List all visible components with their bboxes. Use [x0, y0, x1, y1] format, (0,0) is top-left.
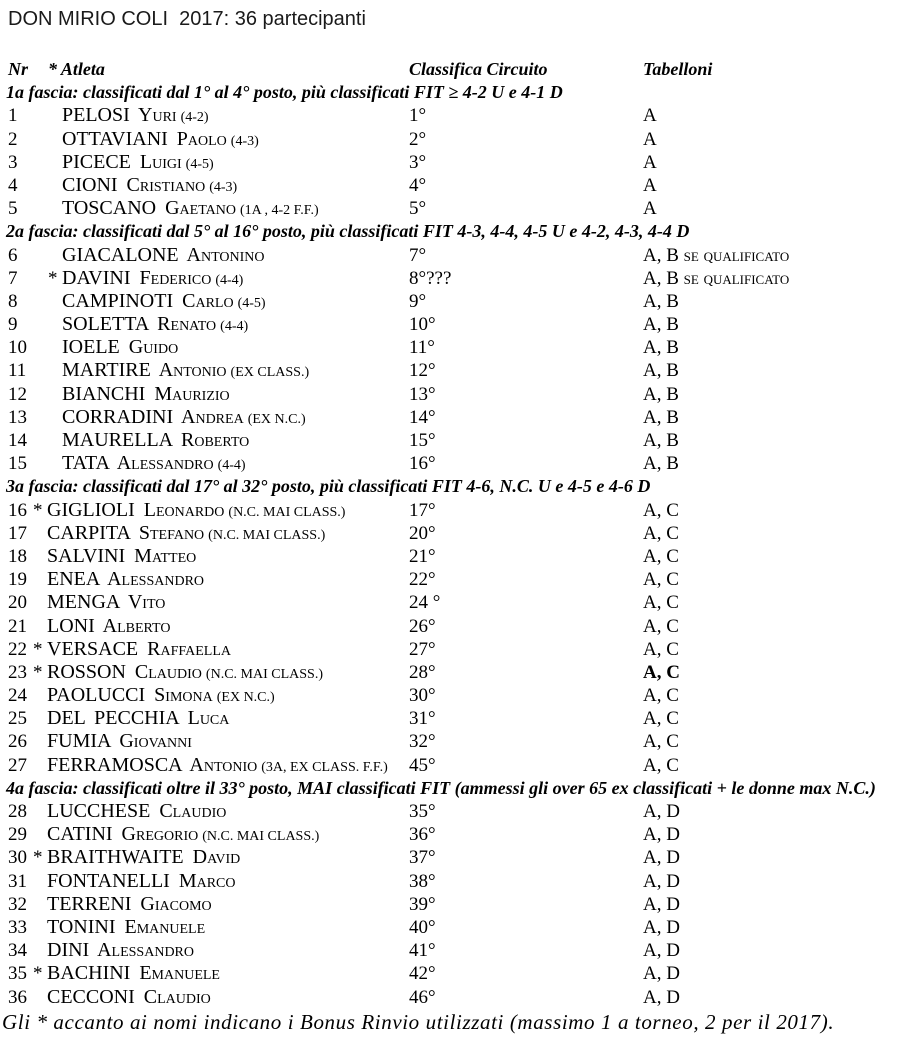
classifica-value: 30° — [409, 685, 436, 707]
athlete-name: LONI Alberto — [47, 614, 171, 637]
row-number: 28 — [8, 801, 27, 822]
classifica-value: 31° — [409, 708, 436, 730]
athlete-name: CIONI Cristiano — [62, 173, 206, 196]
athlete-name: TERRENI Giacomo — [47, 892, 212, 915]
classifica-value: 21° — [409, 545, 436, 567]
table-row — [0, 800, 912, 823]
row-number: 34 — [8, 940, 27, 962]
bonus-star: * — [33, 661, 43, 683]
classifica-value: 1° — [409, 105, 427, 127]
athlete-name: CARPITA Stefano — [47, 521, 205, 544]
athlete-name: SOLETTA Renato — [62, 313, 217, 336]
table-row — [0, 893, 912, 916]
athlete-cell — [47, 615, 170, 638]
tabelloni-value: A, B — [643, 314, 679, 336]
tabelloni-value: A, D — [643, 916, 680, 938]
athlete-qualifier: (N.C. MAI CLASS.) — [205, 666, 323, 682]
athlete-cell — [62, 151, 214, 176]
athlete-cell — [47, 684, 275, 709]
athlete-cell — [62, 174, 237, 199]
table-row — [0, 754, 912, 777]
classifica-value: 12° — [409, 360, 436, 382]
row-number: 20 — [8, 592, 27, 614]
row-number: 3 — [8, 151, 18, 173]
table-row — [0, 128, 912, 151]
row-number: 17 — [8, 522, 27, 544]
athlete-qualifier: (4-3) — [209, 179, 238, 195]
athlete-cell — [47, 962, 220, 985]
athlete-name: MENGA Vito — [47, 591, 166, 614]
athlete-qualifier: (4-4) — [220, 319, 249, 335]
athlete-name: MAURELLA Roberto — [62, 429, 250, 451]
row-number: 2 — [8, 128, 18, 150]
row-number: 19 — [8, 569, 27, 591]
classifica-value: 40° — [409, 916, 436, 938]
tabelloni-value: A, C — [643, 638, 679, 660]
table-row — [0, 568, 912, 591]
athlete-qualifier: (EX N.C.) — [216, 690, 275, 706]
row-number: 36 — [8, 986, 27, 1008]
bonus-star: * — [33, 963, 43, 985]
tabelloni-value: A, D — [643, 801, 680, 822]
table-row — [0, 615, 912, 638]
classifica-value: 14° — [409, 406, 436, 428]
athlete-name: PELOSI Yuri — [62, 104, 177, 127]
athlete-name: LUCCHESE Claudio — [47, 800, 227, 822]
classifica-value: 3° — [409, 151, 427, 173]
table-row — [0, 661, 912, 684]
row-number: 18 — [8, 545, 27, 567]
athlete-name: GIACALONE Antonino — [62, 243, 265, 266]
tabelloni-value: A, C — [643, 592, 679, 614]
classifica-value: 11° — [409, 337, 435, 359]
row-number: 32 — [8, 893, 27, 915]
table-row — [0, 545, 912, 568]
table-row — [0, 870, 912, 893]
athlete-name: ROSSON Claudio — [47, 660, 202, 683]
row-number: 1 — [8, 105, 18, 127]
row-number: 14 — [8, 430, 27, 451]
tabelloni-value: A, B — [643, 383, 679, 405]
table-row — [0, 197, 912, 220]
tabelloni-value: A, B — [643, 290, 679, 312]
bonus-star: * — [48, 267, 58, 289]
athlete-qualifier: (4-2) — [180, 110, 209, 126]
table-row — [0, 429, 912, 452]
row-number: 13 — [8, 406, 27, 428]
bonus-star: * — [33, 499, 43, 521]
table-row — [0, 962, 912, 985]
classifica-value: 20° — [409, 522, 436, 544]
page-title: DON MIRIO COLI 2017: 36 partecipanti — [8, 8, 366, 30]
athlete-qualifier: (N.C. MAI CLASS.) — [208, 527, 326, 543]
athlete-cell — [62, 313, 248, 338]
athlete-qualifier: (EX CLASS.) — [230, 365, 310, 381]
section-header: 3a fascia: classificati dal 17° al 32° posto, più classificati FIT 4-6, N.C. U e 4-5 e 4-6 D — [6, 476, 651, 497]
athlete-name: FONTANELLI Marco — [47, 869, 236, 892]
athlete-name: IOELE Guido — [62, 336, 179, 359]
athlete-cell — [47, 707, 229, 730]
athlete-name: SALVINI Matteo — [47, 544, 197, 567]
table-row — [0, 104, 912, 127]
tabelloni-value: A, D — [643, 824, 680, 846]
table-header-row — [0, 58, 912, 81]
table-row — [0, 336, 912, 359]
row-number: 24 — [8, 685, 27, 707]
table-row — [0, 313, 912, 336]
athlete-qualifier: (4-4) — [215, 272, 244, 288]
table-row — [0, 823, 912, 846]
athlete-name: DINI Alessandro — [47, 939, 195, 962]
tabelloni-value: A, C — [643, 731, 679, 753]
athlete-name: CECCONI Claudio — [47, 985, 211, 1008]
column-header-classifica: Classifica Circuito — [409, 59, 548, 79]
athlete-name: ENEA Alessandro — [47, 568, 205, 591]
athlete-name: FERRAMOSCA Antonio — [47, 753, 258, 776]
classifica-value: 5° — [409, 198, 427, 220]
athlete-cell — [47, 638, 231, 661]
athlete-name: FUMIA Giovanni — [47, 730, 192, 753]
athlete-cell — [47, 545, 196, 568]
classifica-value: 26° — [409, 615, 436, 637]
classifica-value: 27° — [409, 638, 436, 660]
athlete-cell — [62, 406, 306, 431]
athlete-name: CORRADINI Andrea — [62, 405, 244, 428]
row-number: 30 — [8, 847, 27, 869]
classifica-value: 15° — [409, 430, 436, 451]
classifica-value: 22° — [409, 569, 436, 591]
tabelloni-value: A, B — [643, 406, 679, 428]
table-row — [0, 383, 912, 406]
athlete-name: GIGLIOLI Leonardo — [47, 498, 225, 521]
bonus-star: * — [33, 638, 43, 660]
row-number: 35 — [8, 963, 27, 985]
athlete-qualifier: (4-5) — [237, 295, 266, 311]
classifica-value: 16° — [409, 453, 436, 475]
classifica-value: 35° — [409, 801, 436, 822]
table-body — [0, 81, 912, 1009]
row-number: 27 — [8, 754, 27, 776]
athlete-name: BACHINI Emanuele — [47, 962, 220, 985]
athlete-cell — [47, 730, 192, 753]
tabelloni-value: A — [643, 198, 657, 220]
athlete-name: TOSCANO Gaetano — [62, 197, 236, 220]
row-number: 22 — [8, 638, 27, 660]
row-number: 5 — [8, 198, 18, 220]
table-row — [0, 916, 912, 939]
row-number: 31 — [8, 870, 27, 892]
athlete-cell — [47, 522, 325, 547]
athlete-name: DEL PECCHIA Luca — [47, 707, 230, 730]
tabelloni-value: A, B — [643, 453, 679, 475]
athlete-cell — [62, 244, 265, 267]
athlete-qualifier: (N.C. MAI CLASS.) — [202, 829, 320, 845]
athlete-cell — [62, 104, 209, 129]
section-header: 4a fascia: classificati oltre il 33° posto, MAI classificati FIT (ammessi gli over 65 ex classificati + le donne max N.C.) — [6, 777, 876, 798]
row-number: 7 — [8, 267, 18, 289]
table-row — [0, 174, 912, 197]
row-number: 4 — [8, 174, 18, 196]
athlete-qualifier: (EX N.C.) — [247, 411, 306, 427]
athlete-name: VERSACE Raffaella — [47, 637, 231, 660]
row-number: 16 — [8, 499, 27, 521]
athlete-cell — [47, 800, 226, 823]
row-number: 29 — [8, 824, 27, 846]
classifica-value: 9° — [409, 290, 427, 312]
classifica-value: 24 ° — [409, 592, 441, 614]
table-row — [0, 522, 912, 545]
classifica-value: 2° — [409, 128, 427, 150]
table-row — [0, 846, 912, 869]
athlete-name: CATINI Gregorio — [47, 823, 199, 846]
tabelloni-value: A, D — [643, 963, 680, 985]
classifica-value: 37° — [409, 847, 436, 869]
tabelloni-value: A — [643, 151, 657, 173]
classifica-value: 45° — [409, 754, 436, 776]
tabelloni-value: A, B se qualificato — [643, 244, 790, 266]
table-row — [0, 707, 912, 730]
table-row — [0, 591, 912, 614]
athlete-name: CAMPINOTI Carlo — [62, 289, 234, 312]
tabelloni-value: A, C — [643, 685, 679, 707]
tabelloni-value: A, C — [643, 569, 679, 591]
column-header-tabelloni: Tabelloni — [643, 59, 713, 79]
row-number: 8 — [8, 290, 18, 312]
athlete-cell — [62, 452, 246, 477]
row-number: 21 — [8, 615, 27, 637]
tabelloni-value: A, C — [643, 615, 679, 637]
classifica-value: 28° — [409, 661, 436, 683]
tabelloni-value: A, B — [643, 430, 679, 451]
classifica-value: 32° — [409, 731, 436, 753]
athlete-qualifier: (4-5) — [185, 156, 214, 172]
classifica-value: 7° — [409, 244, 427, 266]
footer-note: Gli * accanto ai nomi indicano i Bonus Rinvio utilizzati (massimo 1 a torneo, 2 per il 2017). — [2, 1009, 835, 1034]
tabelloni-value: A, D — [643, 986, 680, 1008]
table-row — [0, 499, 912, 522]
classifica-value: 38° — [409, 870, 436, 892]
classifica-value: 36° — [409, 824, 436, 846]
tabelloni-value: A — [643, 128, 657, 150]
athlete-name: PAOLUCCI Simona — [47, 684, 213, 707]
row-number: 23 — [8, 661, 27, 683]
row-number: 12 — [8, 383, 27, 405]
tabelloni-value: A, C — [643, 499, 679, 521]
table-row — [0, 730, 912, 753]
athlete-qualifier: (1A , 4-2 F.F.) — [239, 203, 319, 219]
athlete-cell — [62, 128, 259, 153]
athlete-cell — [62, 336, 178, 359]
column-header-nr: Nr — [8, 59, 29, 79]
tabelloni-value: A, D — [643, 870, 680, 892]
athlete-cell — [47, 661, 323, 686]
table-row — [0, 638, 912, 661]
athlete-cell — [47, 568, 204, 591]
tabelloni-value: A, D — [643, 940, 680, 962]
tabelloni-value: A, D — [643, 893, 680, 915]
athlete-cell — [47, 846, 240, 869]
classifica-value: 41° — [409, 940, 436, 962]
tabelloni-value: A, B — [643, 360, 679, 382]
table-row — [0, 244, 912, 267]
athlete-name: BRAITHWAITE David — [47, 846, 241, 869]
table-row — [0, 151, 912, 174]
athlete-cell — [47, 754, 388, 779]
athlete-cell — [62, 197, 319, 222]
section-header: 1a fascia: classificati dal 1° al 4° posto, più classificati FIT ≥ 4-2 U e 4-1 D — [6, 82, 563, 103]
classifica-value: 8°??? — [409, 267, 452, 289]
table-row — [0, 939, 912, 962]
athlete-cell — [62, 383, 230, 406]
classifica-value: 4° — [409, 174, 427, 196]
tabelloni-value: A, C — [643, 545, 679, 567]
athlete-cell — [47, 986, 211, 1009]
athlete-cell — [47, 823, 319, 848]
athlete-name: OTTAVIANI Paolo — [62, 127, 227, 150]
tabelloni-value: A — [643, 174, 657, 196]
table-row — [0, 986, 912, 1009]
table-row — [0, 684, 912, 707]
athlete-name: DAVINI Federico — [62, 266, 212, 289]
athlete-name: TONINI Emanuele — [47, 915, 206, 938]
tabelloni-value: A, B — [643, 337, 679, 359]
row-number: 33 — [8, 916, 27, 938]
row-number: 10 — [8, 337, 27, 359]
row-number: 11 — [8, 360, 27, 382]
table-row — [0, 290, 912, 313]
row-number: 6 — [8, 244, 18, 266]
athlete-cell — [62, 267, 243, 292]
classifica-value: 13° — [409, 383, 436, 405]
athlete-cell — [47, 591, 165, 614]
classifica-value: 17° — [409, 499, 436, 521]
classifica-value: 46° — [409, 986, 436, 1008]
tabelloni-value: A — [643, 105, 657, 127]
athlete-cell — [47, 499, 345, 524]
row-number: 15 — [8, 453, 27, 475]
athlete-cell — [47, 893, 212, 916]
classifica-value: 42° — [409, 963, 436, 985]
athlete-name: BIANCHI Maurizio — [62, 382, 230, 405]
classifica-value: 39° — [409, 893, 436, 915]
tabelloni-value: A, D — [643, 847, 680, 869]
athlete-cell — [47, 870, 236, 893]
athlete-name: MARTIRE Antonio — [62, 359, 227, 382]
tabelloni-value: A, B se qualificato — [643, 267, 790, 289]
bonus-star: * — [33, 847, 43, 869]
table-row — [0, 452, 912, 475]
section-header: 2a fascia: classificati dal 5° al 16° posto, più classificati FIT 4-3, 4-4, 4-5 U e 4-2, 4-3, 4-4 D — [6, 221, 690, 242]
row-number: 26 — [8, 731, 27, 753]
athlete-cell — [62, 359, 309, 384]
athlete-qualifier: (3A, EX CLASS. F.F.) — [261, 759, 388, 775]
athlete-name: TATA Alessandro — [62, 452, 214, 475]
athlete-qualifier: (4-4) — [217, 458, 246, 474]
tabelloni-value: A, C — [643, 708, 679, 730]
athlete-cell — [47, 939, 194, 962]
table-row — [0, 359, 912, 382]
tabelloni-value: A, C — [643, 661, 680, 683]
tabelloni-value: A, C — [643, 522, 679, 544]
athlete-cell — [62, 290, 266, 315]
table-row — [0, 267, 912, 290]
tabelloni-value: A, C — [643, 754, 679, 776]
column-header-atleta: * Atleta — [48, 59, 105, 79]
table-row — [0, 406, 912, 429]
row-number: 9 — [8, 314, 18, 336]
athlete-qualifier: (4-3) — [230, 133, 259, 149]
athlete-cell — [62, 429, 249, 452]
participants-table — [0, 58, 912, 1035]
row-number: 25 — [8, 708, 27, 730]
athlete-name: PICECE Luigi — [62, 150, 182, 173]
athlete-cell — [47, 916, 205, 939]
classifica-value: 10° — [409, 314, 436, 336]
athlete-qualifier: (N.C. MAI CLASS.) — [228, 504, 346, 520]
